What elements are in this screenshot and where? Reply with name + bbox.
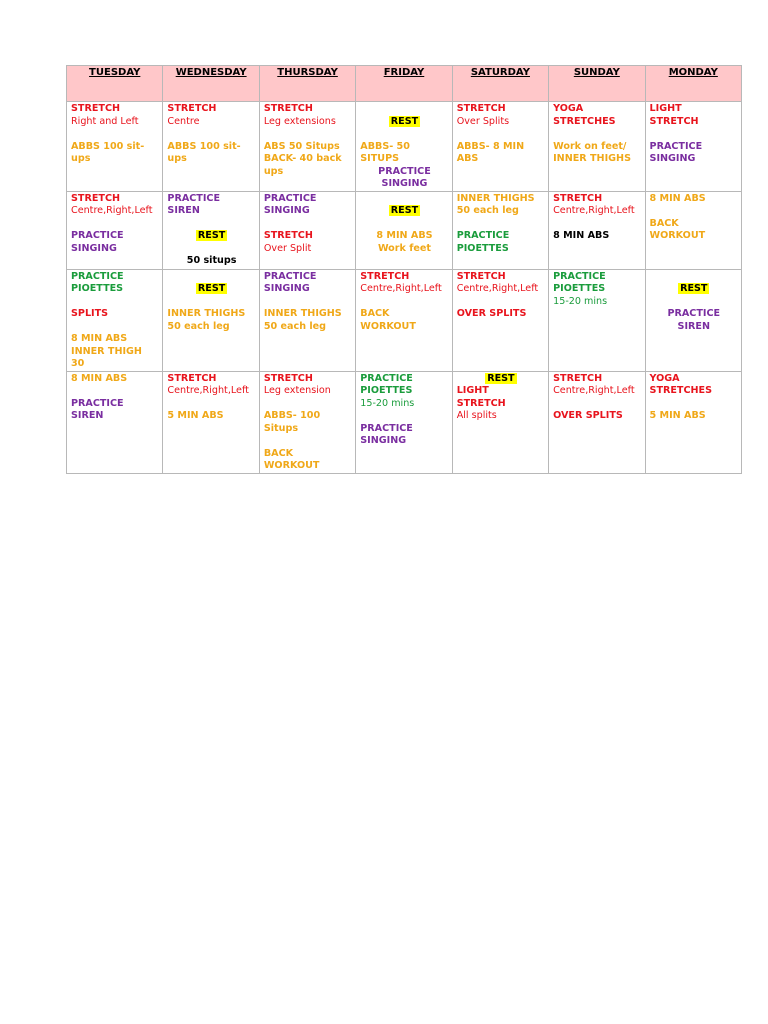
rest-highlight: REST <box>680 283 708 294</box>
schedule-cell <box>356 269 452 371</box>
activity-text: STRETCH <box>263 372 313 384</box>
activity-text: PRACTICE SINGING <box>378 165 431 189</box>
activity-text: ABBS- 8 MIN ABS <box>456 140 525 164</box>
schedule-cell <box>259 191 355 269</box>
activity-text: 50 situps <box>186 255 237 266</box>
activity-text: BACK WORKOUT <box>360 308 416 332</box>
schedule-cell <box>549 191 645 269</box>
rest-label <box>650 283 738 296</box>
table-row <box>67 102 742 192</box>
spacer <box>71 321 159 334</box>
activity-text: PRACTICE SIREN <box>167 192 221 216</box>
spacer <box>167 218 255 231</box>
spacer <box>650 398 738 411</box>
activity-text: PRACTICE SINGING <box>71 230 124 254</box>
activity-text: Over Splits <box>456 115 510 127</box>
day-header-saturday: SATURDAY <box>452 66 548 102</box>
rest-highlight: REST <box>487 372 515 384</box>
spacer <box>650 205 738 218</box>
spacer <box>360 296 448 309</box>
day-header-sunday: SUNDAY <box>549 66 645 102</box>
schedule-cell <box>356 371 452 473</box>
schedule-cell <box>259 269 355 371</box>
activity-text: STRETCH <box>456 270 506 282</box>
activity-text: 8 MIN ABS <box>71 372 128 384</box>
activity-text: PRACTICE SIREN <box>71 397 124 421</box>
activity-text: 8 MIN ABS <box>649 192 706 204</box>
day-header-tuesday: TUESDAY <box>67 66 163 102</box>
spacer <box>167 271 255 284</box>
rest-highlight: REST <box>390 205 419 216</box>
spacer <box>71 385 159 398</box>
schedule-cell <box>549 102 645 192</box>
schedule-cell <box>163 102 259 192</box>
activity-text: Centre,Right,Left <box>553 385 635 396</box>
schedule-cell <box>163 371 259 473</box>
activity-text: PRACTICE SINGING <box>649 140 703 164</box>
activity-text: STRETCH <box>167 372 217 384</box>
rest-label <box>360 116 448 129</box>
activity-text: PRACTICE PIOETTES <box>553 270 606 294</box>
table-row <box>67 269 742 371</box>
activity-text: ABS 50 Situps BACK- 40 back ups <box>263 140 342 177</box>
spacer <box>650 271 738 284</box>
schedule-cell <box>67 191 163 269</box>
schedule-cell <box>259 102 355 192</box>
activity-text: BACK WORKOUT <box>263 447 320 471</box>
schedule-cell <box>67 371 163 473</box>
spacer <box>71 128 159 141</box>
activity-text: ABBS 100 sit- ups <box>71 140 145 164</box>
day-header-wednesday: WEDNESDAY <box>163 66 259 102</box>
activity-text: YOGA STRETCHES <box>649 372 713 396</box>
spacer <box>553 128 641 141</box>
spacer <box>360 410 448 423</box>
activity-text: LIGHT STRETCH <box>456 385 506 409</box>
activity-text: STRETCH <box>263 103 313 114</box>
table-row <box>67 371 742 473</box>
rest-label <box>167 283 255 296</box>
activity-text: PRACTICE SINGING <box>263 270 317 294</box>
table-row <box>67 191 742 269</box>
spacer <box>360 218 448 231</box>
activity-text: INNER THIGHS 50 each leg <box>263 308 342 332</box>
rest-highlight: REST <box>197 230 226 241</box>
activity-text: 5 MIN ABS <box>167 410 224 421</box>
schedule-cell <box>356 191 452 269</box>
activity-text: ABBS- 50 SITUPS <box>360 140 410 164</box>
activity-text: Leg extension <box>263 385 331 396</box>
rest-highlight: REST <box>197 283 226 294</box>
day-header-thursday: THURSDAY <box>259 66 355 102</box>
activity-text: PRACTICE PIOETTES <box>456 230 510 254</box>
activity-text: All splits <box>456 410 497 421</box>
spacer <box>264 128 352 141</box>
schedule-cell <box>549 269 645 371</box>
spacer <box>457 218 545 231</box>
schedule-cell <box>645 191 741 269</box>
activity-text: BACK WORKOUT <box>649 217 706 241</box>
spacer <box>167 243 255 256</box>
rest-highlight: REST <box>390 115 419 127</box>
activity-text: Over Split <box>263 242 312 254</box>
day-header-friday: FRIDAY <box>356 66 452 102</box>
schedule-cell <box>645 102 741 192</box>
spacer <box>167 398 255 411</box>
activity-text: 8 MIN ABS Work feet <box>376 230 433 254</box>
activity-text: Centre,Right,Left <box>167 385 249 396</box>
activity-text: INNER THIGHS 50 each leg <box>456 192 535 216</box>
activity-text: SPLITS <box>71 308 109 319</box>
activity-text: STRETCH <box>553 192 603 204</box>
activity-text: YOGA STRETCHES <box>553 103 616 127</box>
activity-text: STRETCH <box>360 270 410 282</box>
spacer <box>71 296 159 309</box>
activity-text: LIGHT STRETCH <box>649 103 699 127</box>
spacer <box>167 128 255 141</box>
spacer <box>457 128 545 141</box>
weekly-schedule-table <box>66 65 742 474</box>
schedule-cell <box>67 269 163 371</box>
activity-text: Centre,Right,Left <box>360 283 442 294</box>
activity-text: Leg extensions <box>263 115 336 127</box>
schedule-cell <box>645 371 741 473</box>
schedule-cell <box>452 269 548 371</box>
schedule-cell <box>645 269 741 371</box>
header-row <box>67 66 742 102</box>
spacer <box>553 398 641 411</box>
activity-text: 8 MIN ABS INNER THIGH 30 <box>71 333 142 369</box>
spacer <box>264 435 352 448</box>
activity-text: 15-20 mins <box>360 397 415 409</box>
activity-text: 8 MIN ABS <box>553 230 610 241</box>
activity-text: STRETCH <box>167 103 217 114</box>
spacer <box>553 218 641 231</box>
schedule-cell <box>163 269 259 371</box>
schedule-cell <box>67 102 163 192</box>
spacer <box>167 296 255 309</box>
activity-text: Centre,Right,Left <box>456 283 539 294</box>
schedule-cell <box>452 191 548 269</box>
activity-text: Work on feet/ INNER THIGHS <box>553 140 631 164</box>
rest-label <box>360 205 448 218</box>
day-header-monday: MONDAY <box>645 66 741 102</box>
activity-text: ABBS 100 sit- ups <box>167 140 241 164</box>
activity-text: OVER SPLITS <box>456 308 527 319</box>
spacer <box>360 103 448 116</box>
activity-text: PRACTICE PIOETTES <box>71 270 124 294</box>
spacer <box>457 296 545 309</box>
schedule-cell <box>452 102 548 192</box>
activity-text: PRACTICE SINGING <box>360 422 413 446</box>
activity-text: PRACTICE SIREN <box>667 308 721 332</box>
schedule-cell <box>549 371 645 473</box>
activity-text: 5 MIN ABS <box>649 410 706 421</box>
schedule-cell <box>259 371 355 473</box>
activity-text: PRACTICE SINGING <box>263 192 317 216</box>
activity-text: Centre <box>167 115 200 127</box>
spacer <box>360 128 448 141</box>
activity-text: INNER THIGHS 50 each leg <box>167 308 246 332</box>
activity-text: 15-20 mins <box>553 295 608 307</box>
activity-text: Centre,Right,Left <box>553 205 635 216</box>
activity-text: PRACTICE PIOETTES <box>360 372 413 396</box>
spacer <box>264 296 352 309</box>
activity-text: STRETCH <box>456 103 506 114</box>
spacer <box>264 218 352 231</box>
activity-text: Right and Left <box>71 115 139 127</box>
rest-label <box>457 373 545 386</box>
schedule-cell <box>356 102 452 192</box>
activity-text: OVER SPLITS <box>553 410 623 421</box>
schedule-cell <box>163 191 259 269</box>
spacer <box>264 398 352 411</box>
activity-text: STRETCH <box>71 103 121 114</box>
activity-text: Centre,Right,Left <box>71 205 153 216</box>
activity-text: STRETCH <box>263 230 313 241</box>
activity-text: ABBS- 100 Situps <box>263 410 321 434</box>
spacer <box>360 193 448 206</box>
spacer <box>650 128 738 141</box>
spacer <box>650 296 738 309</box>
rest-label <box>167 230 255 243</box>
schedule-cell <box>452 371 548 473</box>
activity-text: STRETCH <box>553 372 603 384</box>
spacer <box>71 218 159 231</box>
activity-text: STRETCH <box>71 192 121 204</box>
